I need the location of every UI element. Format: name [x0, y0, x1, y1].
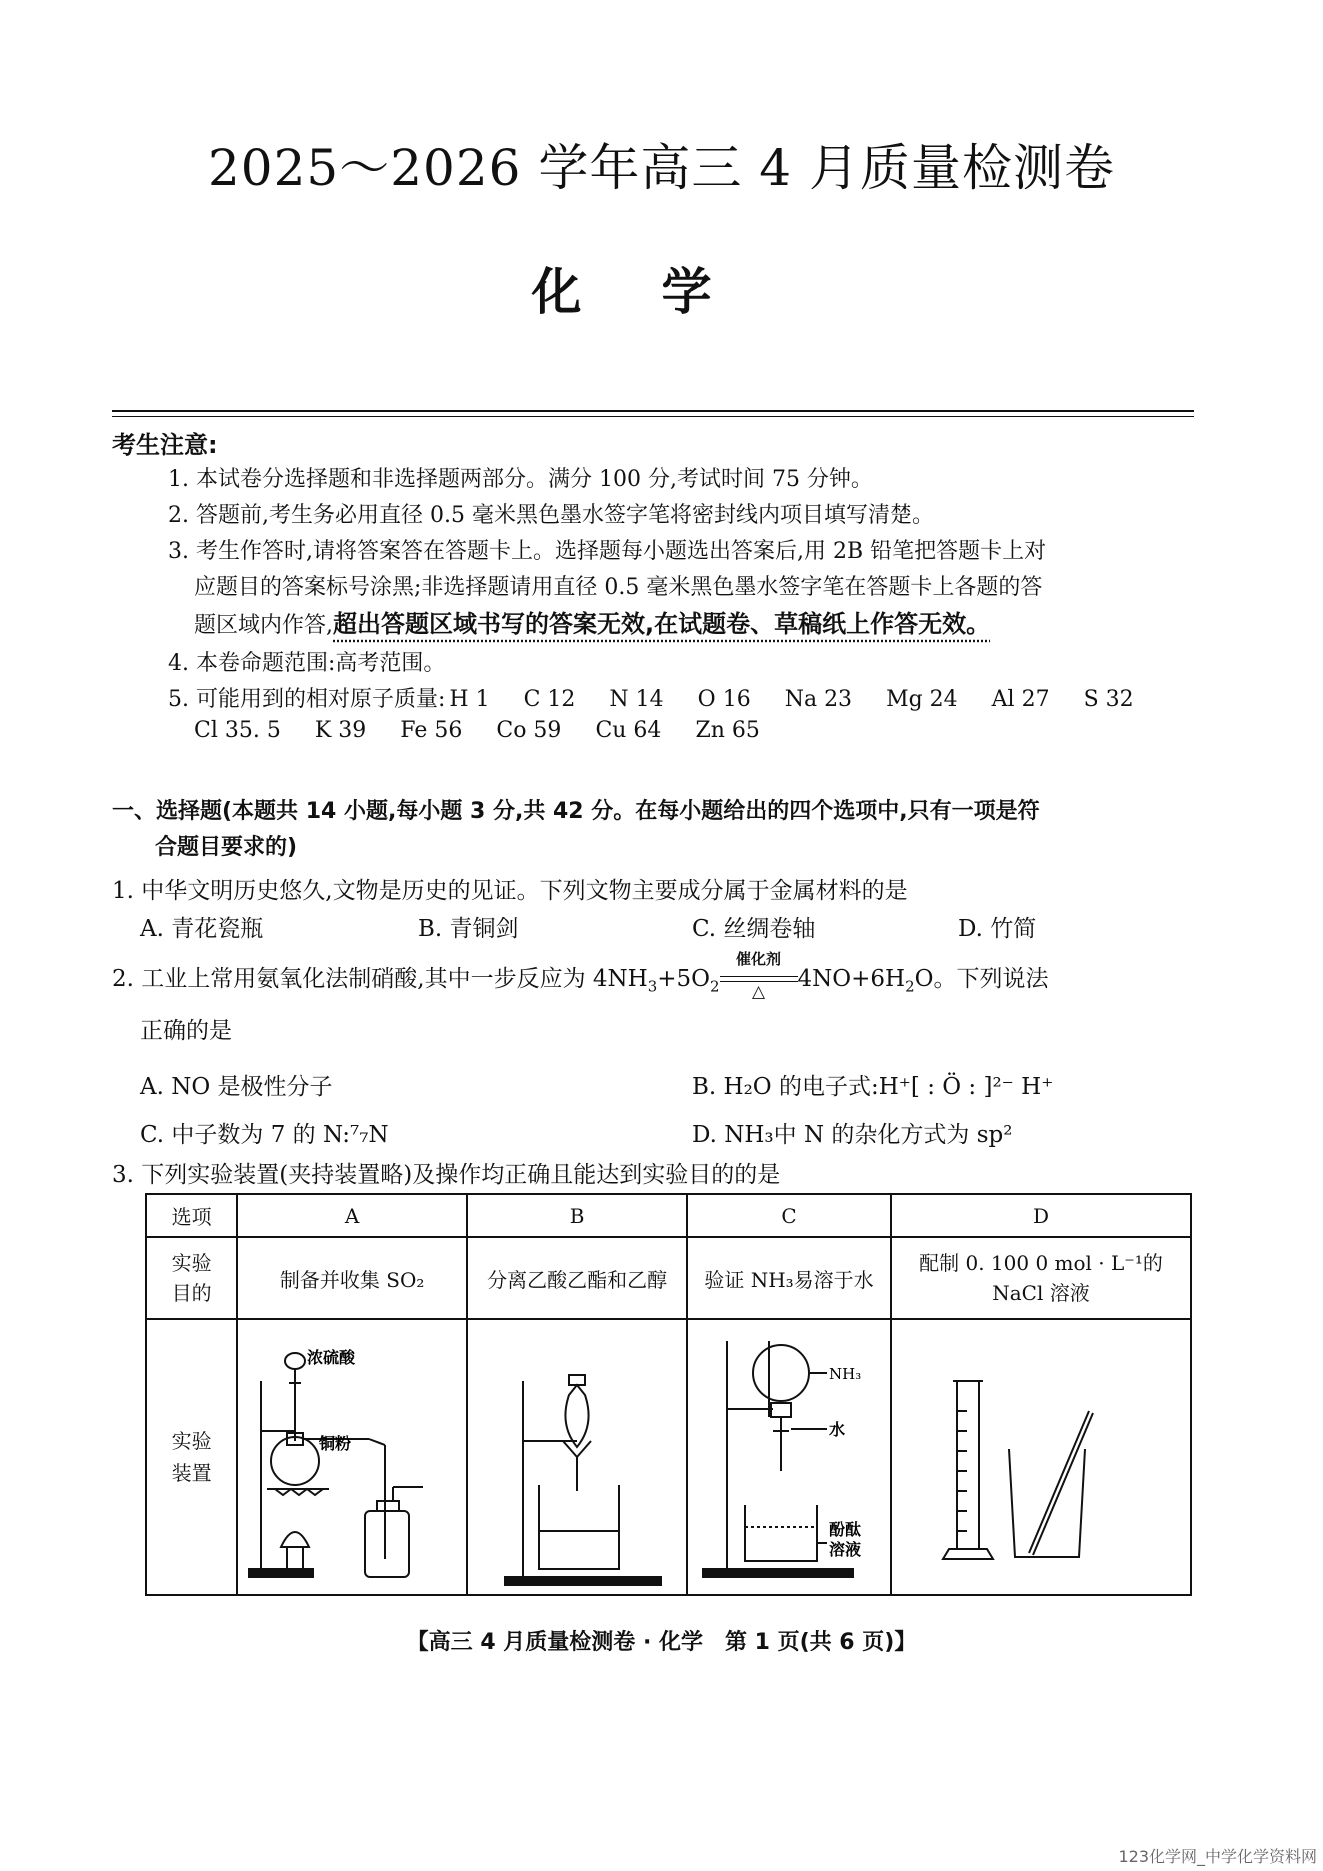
q2-stem2: 正确的是	[140, 1018, 232, 1044]
label-phenolphthalein: 酚酞	[829, 1520, 862, 1539]
purpose-b: 分离乙酸乙酯和乙醇	[467, 1237, 687, 1319]
label-copper-powder: 铜粉	[319, 1434, 352, 1453]
so2-apparatus-diagram	[239, 1321, 465, 1593]
purpose-d: 配制 0. 100 0 mol · L⁻¹的 NaCl 溶液	[891, 1237, 1191, 1319]
mass-cl: Cl 35. 5	[194, 718, 281, 743]
mass-cu: Cu 64	[595, 718, 662, 743]
notice-item-3-cont2	[194, 604, 990, 639]
label-nh3: NH₃	[829, 1365, 862, 1383]
experiment-table	[145, 1193, 1192, 1596]
page-footer: 【高三 4 月质量检测卷 · 化学 第 1 页(共 6 页)】	[406, 1630, 917, 1655]
watermark: 123化学网_中学化学资料网	[1118, 1847, 1317, 1866]
mass-n: N 14	[609, 687, 664, 712]
q2-option-a: A. NO 是极性分子	[140, 1074, 333, 1100]
mass-h: H 1	[449, 687, 490, 712]
mass-o: O 16	[697, 687, 751, 712]
reaction-arrow	[720, 950, 798, 1002]
divider-thick	[112, 410, 1194, 412]
apparatus-a	[237, 1319, 467, 1595]
cylinder-beaker-diagram	[893, 1321, 1189, 1593]
label-conc-sulfuric-acid: 浓硫酸	[307, 1348, 356, 1367]
q1-option-d: D. 竹简	[958, 916, 1037, 942]
notice-item-5-cont	[194, 718, 794, 743]
fountain-experiment-diagram	[689, 1321, 889, 1593]
purpose-a: 制备并收集 SO₂	[237, 1237, 467, 1319]
separatory-funnel-diagram	[469, 1321, 685, 1593]
apparatus-b	[467, 1319, 687, 1595]
q2-stem-a: 2. 工业上常用氨氧化法制硝酸,其中一步反应为 4NH	[112, 966, 648, 992]
col-header-c: C	[687, 1194, 891, 1237]
q2-stem-b: +5O	[657, 966, 710, 992]
section-heading-cont: 合题目要求的)	[155, 835, 298, 860]
col-header-option: 选项	[146, 1194, 237, 1237]
mass-k: K 39	[314, 718, 367, 743]
notice-warning-emphasis: 超出答题区域书写的答案无效,在试题卷、草稿纸上作答无效。	[333, 610, 991, 638]
q1-option-a: A. 青花瓷瓶	[140, 916, 264, 942]
mass-na: Na 23	[784, 687, 853, 712]
mass-al: Al 27	[991, 687, 1050, 712]
equals-line-top	[720, 976, 798, 977]
apparatus-d	[891, 1319, 1191, 1595]
q2-option-d: D. NH₃中 N 的杂化方式为 sp²	[692, 1122, 1013, 1148]
section-heading: 一、选择题(本题共 14 小题,每小题 3 分,共 42 分。在每小题给出的四个选项中,只有一项是符	[112, 799, 1040, 824]
mass-zn: Zn 65	[695, 718, 760, 743]
notice-item-1: 1. 本试卷分选择题和非选择题两部分。满分 100 分,考试时间 75 分钟。	[168, 467, 873, 492]
notice-heading: 考生注意:	[112, 431, 218, 459]
label-water: 水	[829, 1420, 846, 1439]
mass-s: S 32	[1083, 687, 1134, 712]
row-label-apparatus: 实验 装置	[146, 1319, 237, 1595]
notice-item-4: 4. 本卷命题范围:高考范围。	[168, 651, 446, 676]
q1-option-b: B. 青铜剑	[418, 916, 519, 942]
mass-mg: Mg 24	[886, 687, 958, 712]
heat-symbol: △	[751, 982, 766, 1002]
label-solution: 溶液	[829, 1540, 862, 1559]
q1-option-c: C. 丝绸卷轴	[692, 916, 816, 942]
q2-stem-c: 4NO+6H	[797, 966, 906, 992]
q3-stem: 3. 下列实验装置(夹持装置略)及操作均正确且能达到实验目的的是	[112, 1162, 781, 1188]
q2-option-c: C. 中子数为 7 的 N:⁷₇N	[140, 1122, 389, 1148]
purpose-c: 验证 NH₃易溶于水	[687, 1237, 891, 1319]
apparatus-c	[687, 1319, 891, 1595]
mass-c: C 12	[523, 687, 576, 712]
col-header-b: B	[467, 1194, 687, 1237]
notice-item-3: 3. 考生作答时,请将答案答在答题卡上。选择题每小题选出答案后,用 2B 铅笔把答题卡上对	[168, 539, 1047, 564]
subject-title: 化学	[531, 262, 792, 321]
mass-co: Co 59	[496, 718, 562, 743]
mass-fe: Fe 56	[400, 718, 463, 743]
notice-item-5	[168, 682, 1134, 713]
q2-stem: 2. 工业上常用氨氧化法制硝酸,其中一步反应为 $4NH_3+5O_2$ 催化剂 △ $4NO+6H_2O$。下列说法	[112, 950, 1049, 1002]
row-label-purpose: 实验 目的	[146, 1237, 237, 1319]
exam-title: 2025～2026 学年高三 4 月质量检测卷	[208, 139, 1115, 197]
notice-item-2: 2. 答题前,考生务必用直径 0.5 毫米黑色墨水签字笔将密封线内项目填写清楚。	[168, 503, 934, 528]
col-header-d: D	[891, 1194, 1191, 1237]
q1-stem: 1. 中华文明历史悠久,文物是历史的见证。下列文物主要成分属于金属材料的是	[112, 878, 908, 904]
notice-item-5-label: 5. 可能用到的相对原子质量:	[168, 687, 446, 712]
table-apparatus-row	[146, 1319, 1191, 1595]
catalyst-label: 催化剂	[735, 950, 781, 968]
divider-thin	[112, 416, 1194, 417]
notice-item-3-cont2-text: 题区域内作答,	[194, 613, 333, 638]
col-header-a: A	[237, 1194, 467, 1237]
q2-stem-d: O。下列说法	[914, 966, 1049, 992]
q2-option-b: B. H₂O 的电子式:H⁺[ : Ö : ]²⁻ H⁺	[692, 1074, 1054, 1100]
table-header-row	[146, 1194, 1191, 1237]
table-purpose-row	[146, 1237, 1191, 1319]
notice-item-3-cont1: 应题目的答案标号涂黑;非选择题请用直径 0.5 毫米黑色墨水签字笔在答题卡上各题的答	[194, 575, 1043, 600]
